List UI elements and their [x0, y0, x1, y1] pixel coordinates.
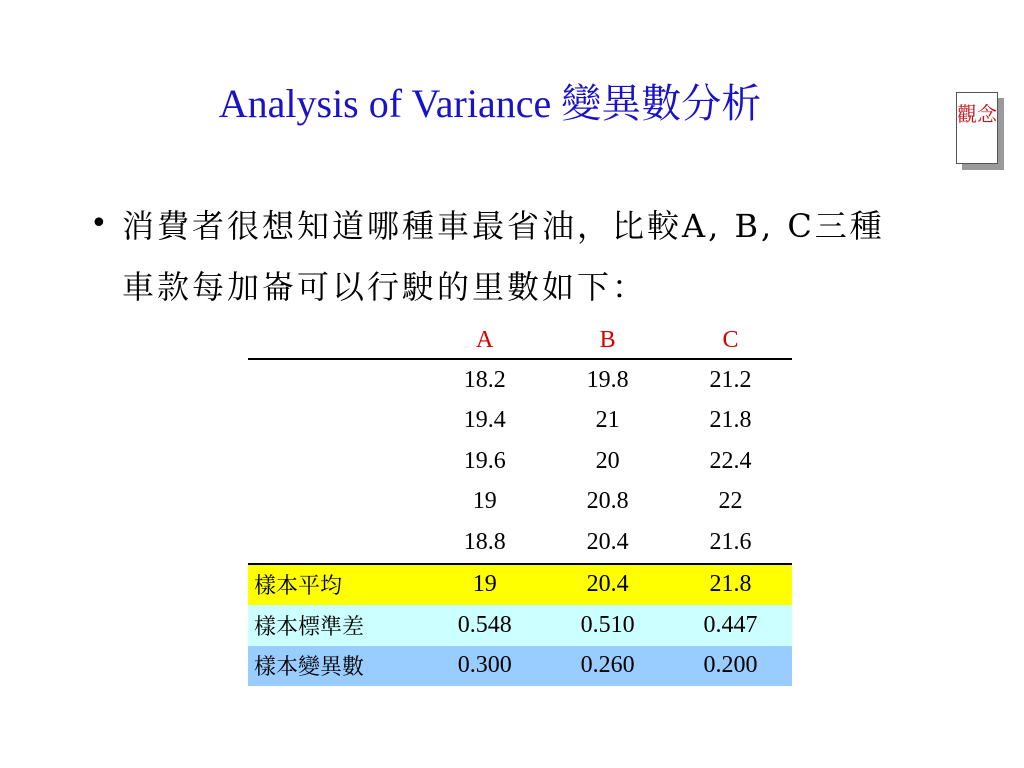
concept-badge-label: 觀念	[957, 102, 997, 126]
table-cell: 19	[472, 488, 497, 515]
sample-sd-label: 樣本標準差	[248, 605, 423, 646]
sample-mean-b: 20.4	[546, 564, 669, 606]
concept-badge	[956, 92, 998, 164]
sample-variance-a: 0.300	[423, 646, 546, 687]
sample-variance-label: 樣本變異數	[248, 646, 423, 687]
table-cell: 22.4	[709, 447, 752, 474]
table-cell: 18.2	[463, 366, 506, 393]
table-row	[248, 401, 792, 442]
table-cell: 21.6	[669, 522, 792, 564]
table-cell: 19.6	[463, 447, 506, 474]
table-cell	[248, 401, 423, 442]
sample-sd-a: 0.548	[423, 605, 546, 646]
table-cell: 18.8	[423, 522, 546, 564]
sample-variance-row	[248, 646, 792, 687]
table-cell: 21.2	[709, 366, 752, 393]
table-header-row	[248, 322, 792, 359]
table-cell: 19.8	[586, 366, 629, 393]
table-cell	[248, 522, 423, 564]
sample-mean-a: 19	[423, 564, 546, 606]
table-cell: 21	[595, 407, 620, 434]
sample-mean-row	[248, 564, 792, 606]
sample-variance-c: 0.200	[669, 646, 792, 687]
sample-sd-row	[248, 605, 792, 646]
header-b: B	[546, 322, 669, 359]
slide-title: Analysis of Variance 變異數分析	[218, 81, 762, 126]
table-cell: 19.4	[463, 407, 506, 434]
header-empty	[248, 322, 423, 359]
table-cell: 20	[595, 447, 620, 474]
sample-variance-b: 0.260	[546, 646, 669, 687]
sample-mean-label: 樣本平均	[248, 564, 423, 606]
table-row	[248, 441, 792, 482]
table-cell: 20.4	[546, 522, 669, 564]
table-cell: 22	[718, 488, 743, 515]
table-cell	[248, 359, 423, 401]
sample-sd-b: 0.510	[546, 605, 669, 646]
mileage-table	[248, 322, 792, 686]
table-row	[248, 482, 792, 523]
table-cell	[248, 482, 423, 523]
bullet-icon: •	[90, 206, 108, 241]
table-row	[248, 522, 792, 564]
bullet-text: 消費者很想知道哪種車最省油，比較A, B, C三種車款每加崙可以行駛的里數如下：	[122, 207, 885, 306]
table-row	[248, 359, 792, 401]
table-cell	[248, 441, 423, 482]
header-c: C	[669, 322, 792, 359]
header-a: A	[423, 322, 546, 359]
table-cell: 20.8	[586, 488, 629, 515]
sample-mean-c: 21.8	[669, 564, 792, 606]
sample-sd-c: 0.447	[669, 605, 792, 646]
table-cell: 21.8	[709, 407, 752, 434]
